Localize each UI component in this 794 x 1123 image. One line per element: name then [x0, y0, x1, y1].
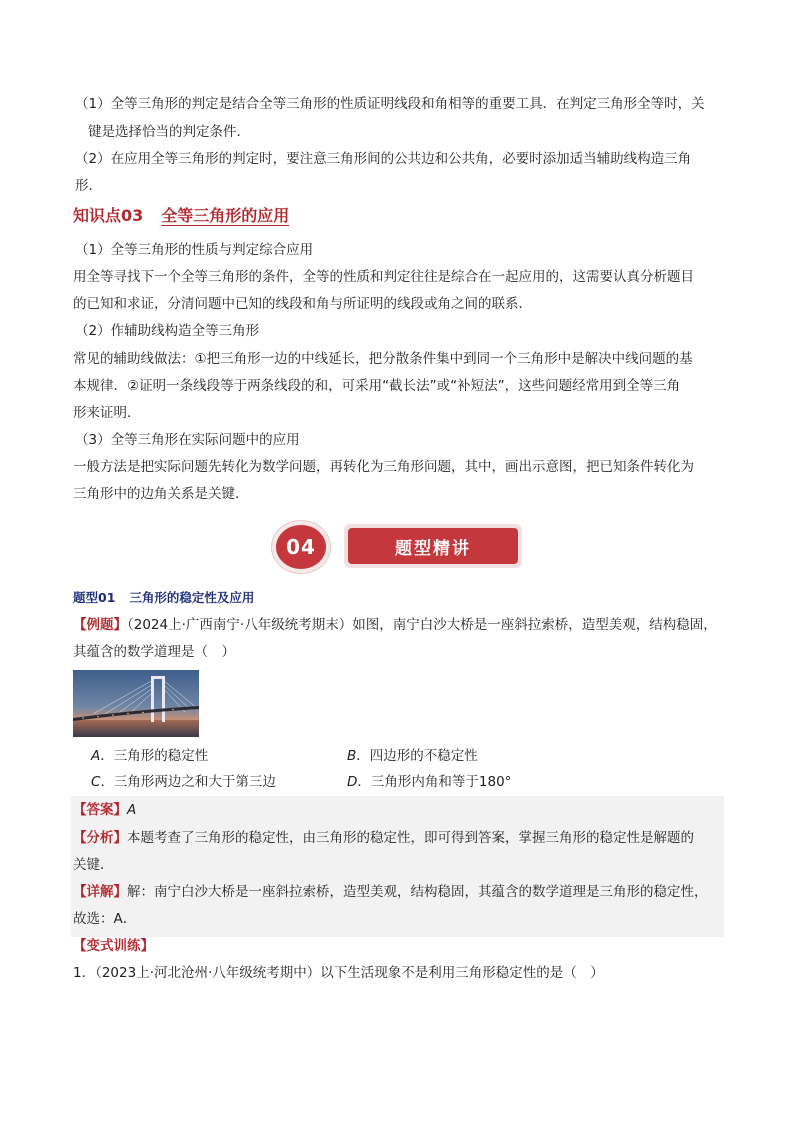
- option-a-letter: A: [91, 748, 101, 764]
- answer-line: [73, 800, 136, 820]
- s1-title: （1）全等三角形的性质与判定综合应用: [75, 242, 314, 258]
- intro-p1-line2: 键是选择恰当的判定条件．: [88, 124, 250, 140]
- example-line2: 其蕴含的数学道理是（ ）: [73, 644, 235, 660]
- s2-line2c: ，这些问题经常用到全等三角: [504, 378, 681, 394]
- detail-line2: 故选：A．: [73, 911, 137, 927]
- option-d-text: ．三角形内角和等于180°: [357, 774, 512, 790]
- option-c-letter: C: [91, 774, 101, 790]
- section-title: 全等三角形的应用: [161, 206, 290, 225]
- s3-title: （3）全等三角形在实际问题中的应用: [75, 432, 300, 448]
- type-number: 题型01: [73, 590, 116, 605]
- option-a[interactable]: [91, 746, 208, 766]
- s3-line1: 一般方法是把实际问题先转化为数学问题，再转化为三角形问题，其中，画出示意图，把已知条件转化为: [73, 459, 694, 475]
- type-heading: [73, 588, 254, 606]
- practice-question-1: 1．（2023上·河北沧州·八年级统考期中）以下生活现象不是利用三角形稳定性的是（ ）: [73, 965, 604, 981]
- solution-box: [71, 796, 724, 937]
- option-a-text: ．三角形的稳定性: [100, 748, 209, 764]
- example-line1: [73, 615, 717, 635]
- option-d[interactable]: [347, 772, 511, 792]
- detail-line1: [73, 882, 708, 902]
- bridge-photo: [73, 670, 199, 737]
- section-number: 知识点03: [73, 206, 144, 225]
- option-c-text: ．三角形两边之和大于第三边: [100, 774, 276, 790]
- analysis-text: 本题考查了三角形的稳定性，由三角形的稳定性，即可得到答案，掌握三角形的稳定性是解题的: [127, 830, 694, 846]
- banner-label: 题型精讲: [348, 528, 518, 564]
- s2-line2b: 或: [436, 378, 451, 394]
- practice-label: 【变式训练】: [73, 938, 154, 954]
- s1-line2: 的已知和求证，分清问题中已知的线段和角与所证明的线段或角之间的联系．: [73, 296, 532, 312]
- option-d-letter: D: [347, 774, 358, 790]
- intro-p2-line1: （2）在应用全等三角形的判定时，要注意三角形间的公共边和公共角，必要时添加适当辅助线构造三角: [75, 151, 692, 167]
- example-text: （2024上·广西南宁·八年级统考期末）如图，南宁白沙大桥是一座斜拉索桥，造型美观，结构稳固，: [127, 617, 717, 633]
- s2-quote-fill: “补短法”: [450, 378, 505, 394]
- intro-p1-line1: （1）全等三角形的判定是结合全等三角形的性质证明线段和角相等的重要工具．在判定三角形全等时，关: [75, 96, 705, 112]
- option-c[interactable]: [91, 772, 276, 792]
- banner-label-bar: [344, 524, 522, 568]
- detail-tag: 【详解】: [73, 884, 127, 900]
- s2-line2: [73, 376, 680, 396]
- s1-line1: 用全等寻找下一个全等三角形的条件，全等的性质和判定往往是综合在一起应用的，这需要认真分析题目: [73, 269, 694, 285]
- practice-tag: [73, 936, 154, 956]
- option-b[interactable]: [347, 746, 478, 766]
- section-heading: [73, 205, 289, 227]
- section-banner: [272, 521, 522, 573]
- s2-line3: 形来证明．: [73, 405, 141, 421]
- analysis-line1: [73, 828, 694, 848]
- analysis-line2: 关键．: [73, 857, 114, 873]
- s2-title: （2）作辅助线构造全等三角形: [75, 323, 260, 339]
- answer-tag: 【答案】: [73, 802, 127, 818]
- banner-number: 04: [276, 525, 326, 569]
- intro-p2-line2: 形．: [75, 178, 102, 194]
- s3-line2: 三角形中的边角关系是关键．: [73, 486, 249, 502]
- example-tag: 【例题】: [73, 617, 127, 633]
- option-b-letter: B: [347, 748, 357, 764]
- analysis-tag: 【分析】: [73, 830, 127, 846]
- s2-line2a: 本规律．②证明一条线段等于两条线段的和，可采用: [73, 378, 383, 394]
- s2-quote-cut: “截长法”: [382, 378, 437, 394]
- s2-line1: 常见的辅助线做法：①把三角形一边的中线延长，把分散条件集中到同一个三角形中是解决中线问题的基: [73, 351, 693, 367]
- answer-value: A: [127, 802, 137, 818]
- option-b-text: ．四边形的不稳定性: [356, 748, 478, 764]
- banner-number-badge: [272, 521, 330, 573]
- detail-text: 解：南宁白沙大桥是一座斜拉索桥，造型美观，结构稳固，其蕴含的数学道理是三角形的稳定性，: [127, 884, 708, 900]
- type-title: 三角形的稳定性及应用: [129, 590, 255, 605]
